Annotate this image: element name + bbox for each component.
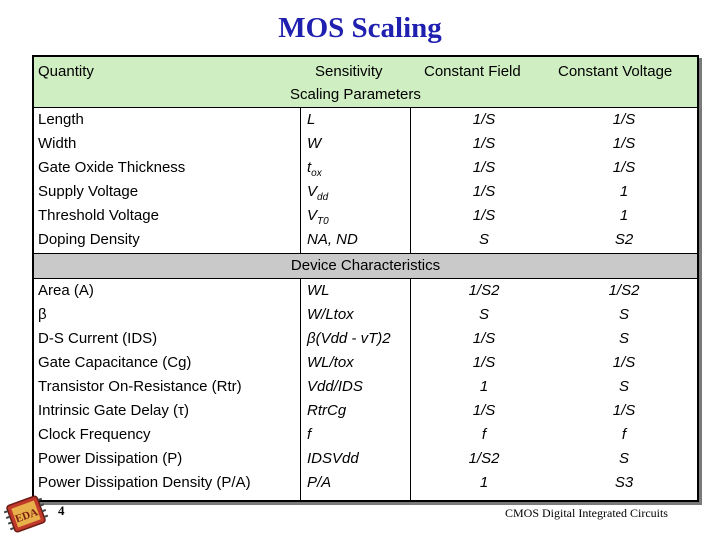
- row-constant-voltage: 1: [619, 207, 629, 224]
- table-row: [34, 156, 697, 180]
- row-quantity: Power Dissipation (P): [38, 450, 183, 467]
- row-quantity: Gate Oxide Thickness: [38, 159, 186, 176]
- header-sensitivity: Sensitivity: [315, 63, 383, 80]
- table-row: [34, 375, 697, 399]
- row-constant-voltage: S: [618, 330, 629, 347]
- row-sensitivity: WL/tox: [307, 354, 354, 371]
- table-row: [34, 447, 697, 471]
- row-sensitivity: WL: [307, 282, 330, 299]
- row-constant-voltage: 1/S: [612, 111, 636, 128]
- svg-text:EDA: EDA: [13, 506, 40, 526]
- row-quantity: Area (A): [38, 282, 94, 299]
- table-row: [34, 228, 697, 252]
- table-row: [34, 471, 697, 495]
- row-constant-voltage: 1/S: [612, 159, 636, 176]
- row-sensitivity: β(Vdd - vT)2: [307, 330, 391, 347]
- row-constant-voltage: S2: [614, 231, 634, 248]
- row-constant-field: 1/S: [472, 111, 496, 128]
- row-sensitivity: W/Ltox: [307, 306, 354, 323]
- table-row: [34, 132, 697, 156]
- row-constant-voltage: 1/S2: [608, 282, 640, 299]
- table-header: [34, 57, 697, 108]
- table-row: [34, 180, 697, 204]
- row-constant-voltage: f: [621, 426, 627, 443]
- row-sensitivity: W: [307, 135, 322, 152]
- row-constant-field: S: [478, 231, 489, 248]
- course-footer: CMOS Digital Integrated Circuits: [505, 506, 668, 520]
- row-quantity: D-S Current (IDS): [38, 330, 158, 347]
- row-constant-voltage: 1/S: [612, 354, 636, 371]
- header-quantity: Quantity: [38, 63, 94, 80]
- table-row: [34, 204, 697, 228]
- table-row: [34, 279, 697, 303]
- row-quantity: Transistor On-Resistance (Rtr): [38, 378, 242, 395]
- row-constant-voltage: S: [618, 306, 629, 323]
- row-constant-field: 1/S: [472, 402, 496, 419]
- slide-title: MOS Scaling: [278, 12, 442, 44]
- row-constant-voltage: S: [618, 378, 629, 395]
- row-sensitivity: f: [307, 426, 312, 443]
- table-row: [34, 399, 697, 423]
- table-row: [34, 423, 697, 447]
- section-header-device-characteristics: [34, 253, 697, 279]
- row-quantity: Threshold Voltage: [38, 207, 159, 224]
- row-sensitivity: NA, ND: [307, 231, 358, 248]
- row-quantity: Length: [38, 111, 84, 128]
- row-sensitivity: $V_{dd}$: [307, 183, 329, 203]
- row-constant-field: 1: [479, 378, 489, 395]
- eda-chip-logo-icon: [0, 488, 52, 540]
- header-constant-field: Constant Field: [424, 63, 521, 80]
- row-constant-voltage: 1/S: [612, 135, 636, 152]
- row-sensitivity: $V_{T0}$: [307, 207, 329, 227]
- row-sensitivity: IDSVdd: [307, 450, 359, 467]
- row-quantity: Doping Density: [38, 231, 140, 248]
- row-constant-field: 1/S: [472, 159, 496, 176]
- row-constant-voltage: 1/S: [612, 402, 636, 419]
- table-row: [34, 108, 697, 132]
- row-constant-field: 1/S: [472, 207, 496, 224]
- row-constant-voltage: S: [618, 450, 629, 467]
- row-quantity: Intrinsic Gate Delay (τ): [38, 402, 189, 419]
- row-constant-voltage: 1: [619, 183, 629, 200]
- row-quantity: Gate Capacitance (Cg): [38, 354, 192, 371]
- table-row: [34, 351, 697, 375]
- page-number: 4: [58, 503, 65, 518]
- row-sensitivity: Vdd/IDS: [307, 378, 363, 395]
- row-constant-field: 1/S: [472, 330, 496, 347]
- table-row: [34, 327, 697, 351]
- section-label: Device Characteristics: [290, 257, 441, 274]
- row-quantity: Clock Frequency: [38, 426, 151, 443]
- row-constant-field: 1/S2: [468, 282, 500, 299]
- row-sensitivity: $t_{ox}$: [307, 159, 322, 179]
- row-constant-field: 1/S2: [468, 450, 500, 467]
- table-row: [34, 303, 697, 327]
- row-sensitivity: RtrCg: [307, 402, 347, 419]
- row-constant-field: 1/S: [472, 135, 496, 152]
- row-constant-voltage: S3: [614, 474, 634, 491]
- row-constant-field: 1: [479, 474, 489, 491]
- row-constant-field: 1/S: [472, 354, 496, 371]
- row-constant-field: S: [478, 306, 489, 323]
- row-constant-field: 1/S: [472, 183, 496, 200]
- row-sensitivity: P/A: [307, 474, 332, 491]
- row-quantity: Power Dissipation Density (P/A): [38, 474, 251, 491]
- header-constant-voltage: Constant Voltage: [558, 63, 673, 80]
- row-sensitivity: L: [307, 111, 316, 128]
- row-quantity: β: [38, 306, 47, 323]
- header-scaling-parameters: Scaling Parameters: [290, 86, 421, 103]
- row-quantity: Width: [38, 135, 77, 152]
- row-constant-field: f: [481, 426, 487, 443]
- row-quantity: Supply Voltage: [38, 183, 139, 200]
- scaling-table: [32, 55, 699, 502]
